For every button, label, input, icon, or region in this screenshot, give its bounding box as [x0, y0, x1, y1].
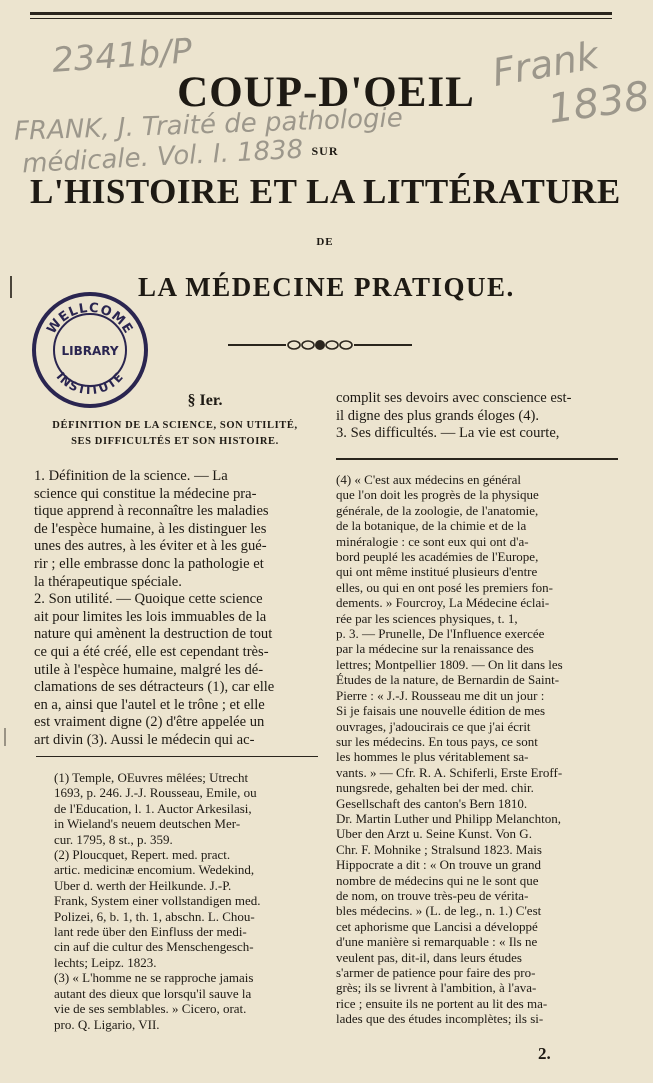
section-subtitle-line: SES DIFFICULTÉS ET SON HISTOIRE.: [71, 436, 279, 447]
left-footnotes: [54, 770, 320, 1032]
body-line: est vraiment digne (2) d'être appelée un: [34, 714, 265, 731]
footnote-rule: [336, 458, 618, 460]
footnote-line: (4) « C'est aux médecins en général: [336, 472, 521, 487]
footnote-line: cet aphorisme que Lancisi a développé: [336, 918, 538, 934]
footnote-line: (1) Temple, OEuvres mêlées; Utrecht: [54, 770, 249, 785]
body-line: ait pour limites les lois immuables de la: [34, 608, 267, 625]
footnote-line: rice ; ensuite ils ne portent au lit des ma-: [336, 995, 548, 1011]
footnote-line: grès; ils se livrent à l'ambition, à l'ava-: [336, 980, 537, 996]
footnote-rule: [36, 756, 318, 757]
stamp-bottom-text: INSTITUTE: [53, 369, 127, 398]
footnote-line: Si je faisais une nouvelle édition de mes: [336, 703, 546, 719]
body-line: de l'espèce humaine, à les distinguer les: [34, 520, 267, 537]
handwritten-right-note: Frank: [488, 33, 602, 95]
body-line: tique apprend à reconnaître les maladies: [34, 503, 269, 520]
body-line: rir ; elle embrasse donc la pathologie et: [34, 555, 264, 572]
footnote-line: Hippocrate a dit : « On trouve un grand: [336, 857, 542, 873]
footnote-line: les hommes le plus véritablement sa-: [336, 749, 529, 765]
footnote-line: Dr. Martin Luther und Philipp Melanchton,: [336, 810, 561, 826]
footnote-line: Uber d. werth der Heilkunde. J.-P.: [54, 877, 232, 893]
title-line-4: DE: [316, 236, 334, 248]
footnote-line: (3) « L'homme ne se rapproche jamais: [54, 970, 254, 986]
footnote-line: générale, de la zoologie, de l'anatomie,: [336, 502, 539, 518]
footnote-line: Chr. F. Mohnike ; Stralsund 1823. Mais: [336, 841, 542, 857]
footnote-line: s'armer de patience pour faire des pro-: [336, 965, 536, 980]
title-line-5: LA MÉDECINE PRATIQUE.: [138, 272, 515, 302]
footnote-line: dements. » Fourcroy, La Médecine éclai-: [336, 595, 550, 611]
section-heading: [30, 392, 320, 450]
footnote-line: bord peuplé les académies de l'Europe,: [336, 549, 539, 565]
body-line: science qui constitue la médecine pra-: [34, 485, 257, 502]
footnote-line: autant des dieux que lorsqu'il sauve la: [54, 985, 252, 1001]
right-footnotes: [336, 472, 620, 1027]
stamp-middle-text: LIBRARY: [61, 344, 119, 358]
footnote-line: vants. » — Cfr. R. A. Schiferli, Erste Eroff-: [336, 764, 563, 780]
top-rule-thin: [30, 18, 612, 19]
footnote-line: nungsrede, gehalten bei der med. chir.: [336, 780, 534, 796]
title-line-1: COUP-D'OEIL: [177, 69, 475, 116]
footnote-line: minéralogie : ce sont eux qui ont d'a-: [336, 533, 529, 549]
right-column-body: [336, 390, 618, 443]
footnote-line: cin auf die cultur des Menschengesch-: [54, 939, 254, 955]
footnote-line: que l'on doit les progrès de la physique: [336, 487, 539, 503]
footnote-line: bles médecins. » (L. de leg., n. 1.) C'est: [336, 903, 542, 919]
margin-mark: [10, 276, 12, 298]
footnote-line: vie de ses semblables. » Cicero, orat.: [54, 1001, 247, 1017]
footnote-line: Gesellschaft des canton's Bern 1810.: [336, 795, 528, 811]
margin-mark-faint: [4, 728, 6, 746]
body-line: utile à l'espèce humaine, malgré les dé-: [34, 661, 264, 678]
footnote-line: lant rede über den Einfluss der medi-: [54, 924, 247, 940]
footnote-line: Uber den Arzt u. Seine Kunst. Von G.: [336, 826, 532, 842]
footnote-line: 1693, p. 246. J.-J. Rousseau, Emile, ou: [54, 785, 257, 801]
footnote-line: cur. 1795, 8 st., p. 359.: [54, 831, 173, 847]
section-number: § Ier.: [187, 392, 223, 409]
footnote-line: Polizei, 6, b. 1, th. 1, abschn. L. Chou-: [54, 908, 255, 924]
footnote-line: de nom, on trouve très-peu de vérita-: [336, 887, 529, 903]
page-number: 2.: [538, 1044, 551, 1063]
body-line: clamations de ses détracteurs (1), car elle: [34, 679, 275, 696]
body-line: en a, ainsi que l'autel et le trône ; et elle: [34, 696, 265, 713]
body-line: unes des autres, à les éviter et à les gué-: [34, 538, 267, 555]
body-line: nature qui amènent la destruction de tout: [34, 626, 273, 643]
title-line-3: L'HISTOIRE ET LA LITTÉRATURE: [30, 172, 621, 211]
footnote-line: de la botanique, de la chimie et de la: [336, 518, 527, 534]
footnote-line: sur les médecins. En tous pays, ce sont: [336, 733, 538, 749]
footnote-line: par la médecine sur la renaissance des: [336, 641, 534, 657]
footnote-line: p. 3. — Prunelle, De l'Influence exercée: [336, 626, 545, 642]
handwritten-title-note: médicale. Vol. I. 1838: [21, 134, 304, 180]
section-subtitle-line: DÉFINITION DE LA SCIENCE, SON UTILITÉ,: [52, 420, 298, 431]
footnote-line: ouvrages, j'adoucirais ce que j'ai écrit: [336, 718, 531, 734]
footnote-line: Pierre : « J.-J. Rousseau me dit un jour :: [336, 687, 545, 703]
footnote-line: pro. Q. Ligario, VII.: [54, 1016, 160, 1032]
body-line: complit ses devoirs avec conscience est-: [336, 390, 572, 406]
footnote-line: qui ont même institué plusieurs d'entre: [336, 564, 538, 580]
left-column-body: [34, 468, 316, 750]
body-line: 2. Son utilité. — Quoique cette science: [34, 591, 263, 608]
title-line-2: SUR: [311, 144, 339, 158]
handwritten-shelfmark: 2341b/P: [50, 31, 194, 81]
footnote-line: lechts; Leipz. 1823.: [54, 954, 157, 970]
footnote-line: d'une manière si remarquable : « Ils ne: [336, 934, 538, 950]
footnote-line: Frank, System einer vollstandigen med.: [54, 893, 261, 909]
body-line: ce qui a été créé, elle est cependant très-: [34, 643, 269, 660]
footnote-line: in Wieland's neuem deutschen Mer-: [54, 816, 241, 832]
footnote-line: lettres; Montpellier 1809. — On lit dans les: [336, 656, 563, 672]
section-subtitle: [30, 418, 320, 450]
ornament-divider-icon: [228, 338, 412, 352]
footnote-line: nombre de médecins qui ne le sont que: [336, 872, 539, 888]
footnote-line: artic. medicinæ encomium. Wedekind,: [54, 862, 255, 878]
handwritten-author-note: FRANK, J. Traité de pathologie: [13, 103, 404, 147]
footnote-line: (2) Ploucquet, Repert. med. pract.: [54, 847, 231, 863]
body-line: il digne des plus grands éloges (4).: [336, 407, 540, 424]
footnote-line: rée par les sciences physiques, t. 1,: [336, 610, 518, 626]
body-line: la thérapeutique spéciale.: [34, 573, 182, 590]
footnote-line: veulent pas, dit-il, dans leurs études: [336, 949, 522, 965]
body-line: 1. Définition de la science. — La: [34, 468, 228, 484]
body-line: art divin (3). Aussi le médecin qui ac-: [34, 731, 255, 748]
stamp-top-text: WELLCOME: [44, 300, 136, 337]
footnote-line: de l'Education, l. 1. Auctor Arkesilasi,: [54, 800, 252, 816]
footnote-line: Études de la nature, de Bernardin de Saint-: [336, 672, 560, 688]
footnote-line: lades que des études incomplètes; ils si-: [336, 1011, 544, 1027]
footnote-line: elles, ou qui en ont posé les premiers fon-: [336, 579, 553, 595]
body-line: 3. Ses difficultés. — La vie est courte,: [336, 425, 560, 442]
handwritten-year-note: 1838: [545, 73, 653, 133]
top-rule: [30, 12, 612, 15]
